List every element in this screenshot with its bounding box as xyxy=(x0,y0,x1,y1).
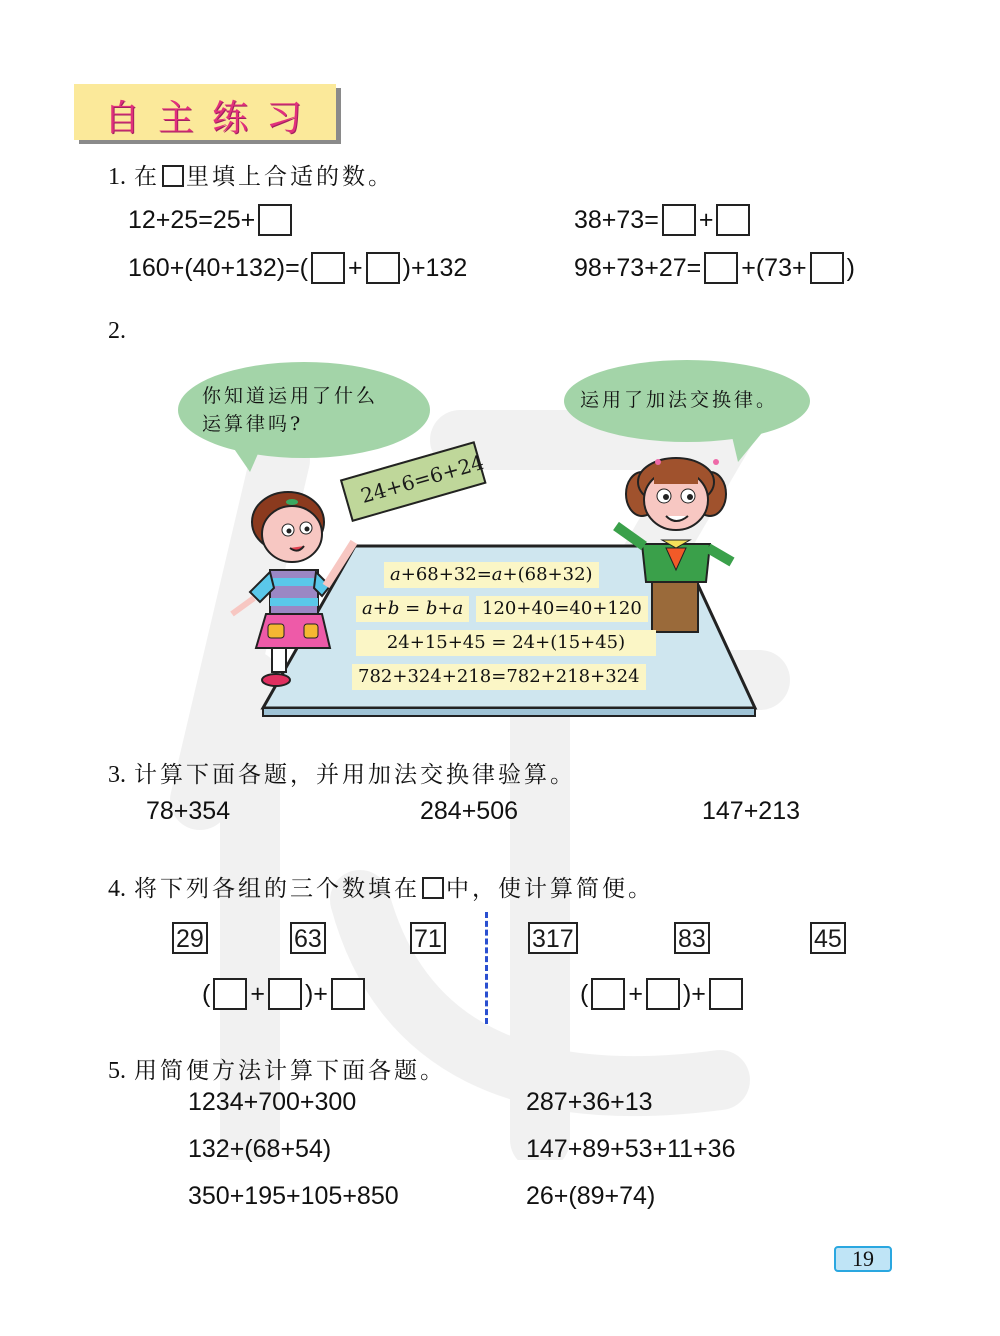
formula-part: + xyxy=(437,598,453,619)
answer-box[interactable] xyxy=(366,252,400,284)
held-card-text: 24+6=6+24 xyxy=(358,450,487,508)
eq-text: )+ xyxy=(682,979,706,1008)
eq-text: 98+73+27= xyxy=(574,253,702,282)
formula-commutative-variable xyxy=(356,596,469,622)
formula-part: +68+32= xyxy=(400,564,492,585)
q1-equation-b xyxy=(128,252,467,284)
section-title: 自主练习 xyxy=(103,98,320,139)
var-a: a xyxy=(491,564,503,585)
q4-prompt-after: 中，使计算简便。 xyxy=(446,876,654,902)
bubble-left-text xyxy=(202,382,378,438)
eq-text: + xyxy=(698,205,714,234)
q3-item: 147+213 xyxy=(702,797,801,825)
q4-prompt xyxy=(108,870,654,903)
answer-box[interactable] xyxy=(662,204,696,236)
eq-text: ( xyxy=(202,979,211,1008)
formula-mixed-example: 782+324+218=782+218+324 xyxy=(352,664,646,690)
q1-equation-c xyxy=(574,204,753,236)
bubble-left-line-2: 运算律吗? xyxy=(202,413,304,435)
formula-associative-variable xyxy=(384,562,599,588)
q5-item: 350+195+105+850 xyxy=(188,1182,399,1210)
eq-text: 38+73= xyxy=(574,205,659,234)
q4-number: 4. xyxy=(108,876,126,902)
child-right-illustration xyxy=(606,452,742,652)
q5-item: 1234+700+300 xyxy=(188,1088,357,1116)
q3-prompt-text: 计算下面各题，并用加法交换律验算。 xyxy=(134,762,576,788)
answer-box[interactable] xyxy=(311,252,345,284)
eq-text: 12+25=25+ xyxy=(128,205,256,234)
q5-prompt xyxy=(108,1052,446,1085)
answer-box[interactable] xyxy=(331,978,365,1010)
var-a: a xyxy=(362,598,373,619)
inline-blank-box xyxy=(162,165,184,187)
var-a: a xyxy=(452,598,464,619)
var-b: b xyxy=(425,598,438,619)
q4-expression-2 xyxy=(580,978,746,1010)
eq-text: )+132 xyxy=(402,253,468,282)
answer-box[interactable] xyxy=(716,204,750,236)
var-b: b xyxy=(387,598,400,619)
formula-part: + xyxy=(372,598,388,619)
formula-associative-example: 24+15+45 = 24+(15+45) xyxy=(356,630,656,656)
answer-box[interactable] xyxy=(646,978,680,1010)
inline-blank-box xyxy=(422,877,444,899)
q3-prompt xyxy=(108,756,576,789)
number-card[interactable]: 29 xyxy=(172,922,208,954)
eq-text: )+ xyxy=(304,979,328,1008)
eq-text: ) xyxy=(846,253,855,282)
q3-item: 78+354 xyxy=(146,797,231,825)
bubble-tail-left xyxy=(220,440,280,480)
formula-commutative-example: 120+40=40+120 xyxy=(476,596,648,622)
held-formula-card xyxy=(340,441,487,522)
section-banner xyxy=(74,84,336,140)
eq-text: + xyxy=(250,979,265,1008)
bubble-right-text: 运用了加法交换律。 xyxy=(580,389,779,411)
eq-text: 160+(40+132)=( xyxy=(128,253,309,282)
q5-item: 132+(68+54) xyxy=(188,1135,332,1163)
bubble-left-line-1: 你知道运用了什么 xyxy=(202,385,379,407)
number-card[interactable]: 45 xyxy=(810,922,846,954)
answer-box[interactable] xyxy=(709,978,743,1010)
q2-prompt xyxy=(108,318,134,345)
number-card[interactable]: 83 xyxy=(674,922,710,954)
q2-number: 2. xyxy=(108,318,126,344)
q5-item: 26+(89+74) xyxy=(526,1182,656,1210)
answer-box[interactable] xyxy=(810,252,844,284)
child-left-illustration xyxy=(226,478,366,698)
number-card[interactable]: 71 xyxy=(410,922,446,954)
q1-number: 1. xyxy=(108,164,126,190)
q5-item: 287+36+13 xyxy=(526,1088,653,1116)
number-card[interactable]: 317 xyxy=(528,922,578,954)
number-card[interactable]: 63 xyxy=(290,922,326,954)
q4-prompt-before: 将下列各组的三个数填在 xyxy=(134,876,420,902)
answer-box[interactable] xyxy=(268,978,302,1010)
answer-box[interactable] xyxy=(213,978,247,1010)
formula-part: = xyxy=(399,598,426,619)
q1-equation-d xyxy=(574,252,855,284)
formula-part: +(68+32) xyxy=(502,564,593,585)
q3-number: 3. xyxy=(108,762,126,788)
q1-equation-a xyxy=(128,204,295,236)
var-a: a xyxy=(390,564,401,585)
q3-item: 284+506 xyxy=(420,797,519,825)
eq-text: +(73+ xyxy=(741,253,807,282)
eq-text: + xyxy=(628,979,643,1008)
answer-box[interactable] xyxy=(704,252,738,284)
dashed-divider xyxy=(485,912,488,1024)
answer-box[interactable] xyxy=(258,204,292,236)
eq-text: ( xyxy=(580,979,589,1008)
eq-text: + xyxy=(348,253,363,282)
q5-item: 147+89+53+11+36 xyxy=(526,1135,736,1163)
page-number: 19 xyxy=(834,1246,892,1272)
q1-prompt xyxy=(108,158,394,191)
q5-number: 5. xyxy=(108,1058,126,1084)
answer-box[interactable] xyxy=(591,978,625,1010)
q4-expression-1 xyxy=(202,978,368,1010)
q1-prompt-after: 里填上合适的数。 xyxy=(186,164,394,190)
q5-prompt-text: 用简便方法计算下面各题。 xyxy=(134,1058,446,1084)
q1-prompt-before: 在 xyxy=(134,164,160,190)
